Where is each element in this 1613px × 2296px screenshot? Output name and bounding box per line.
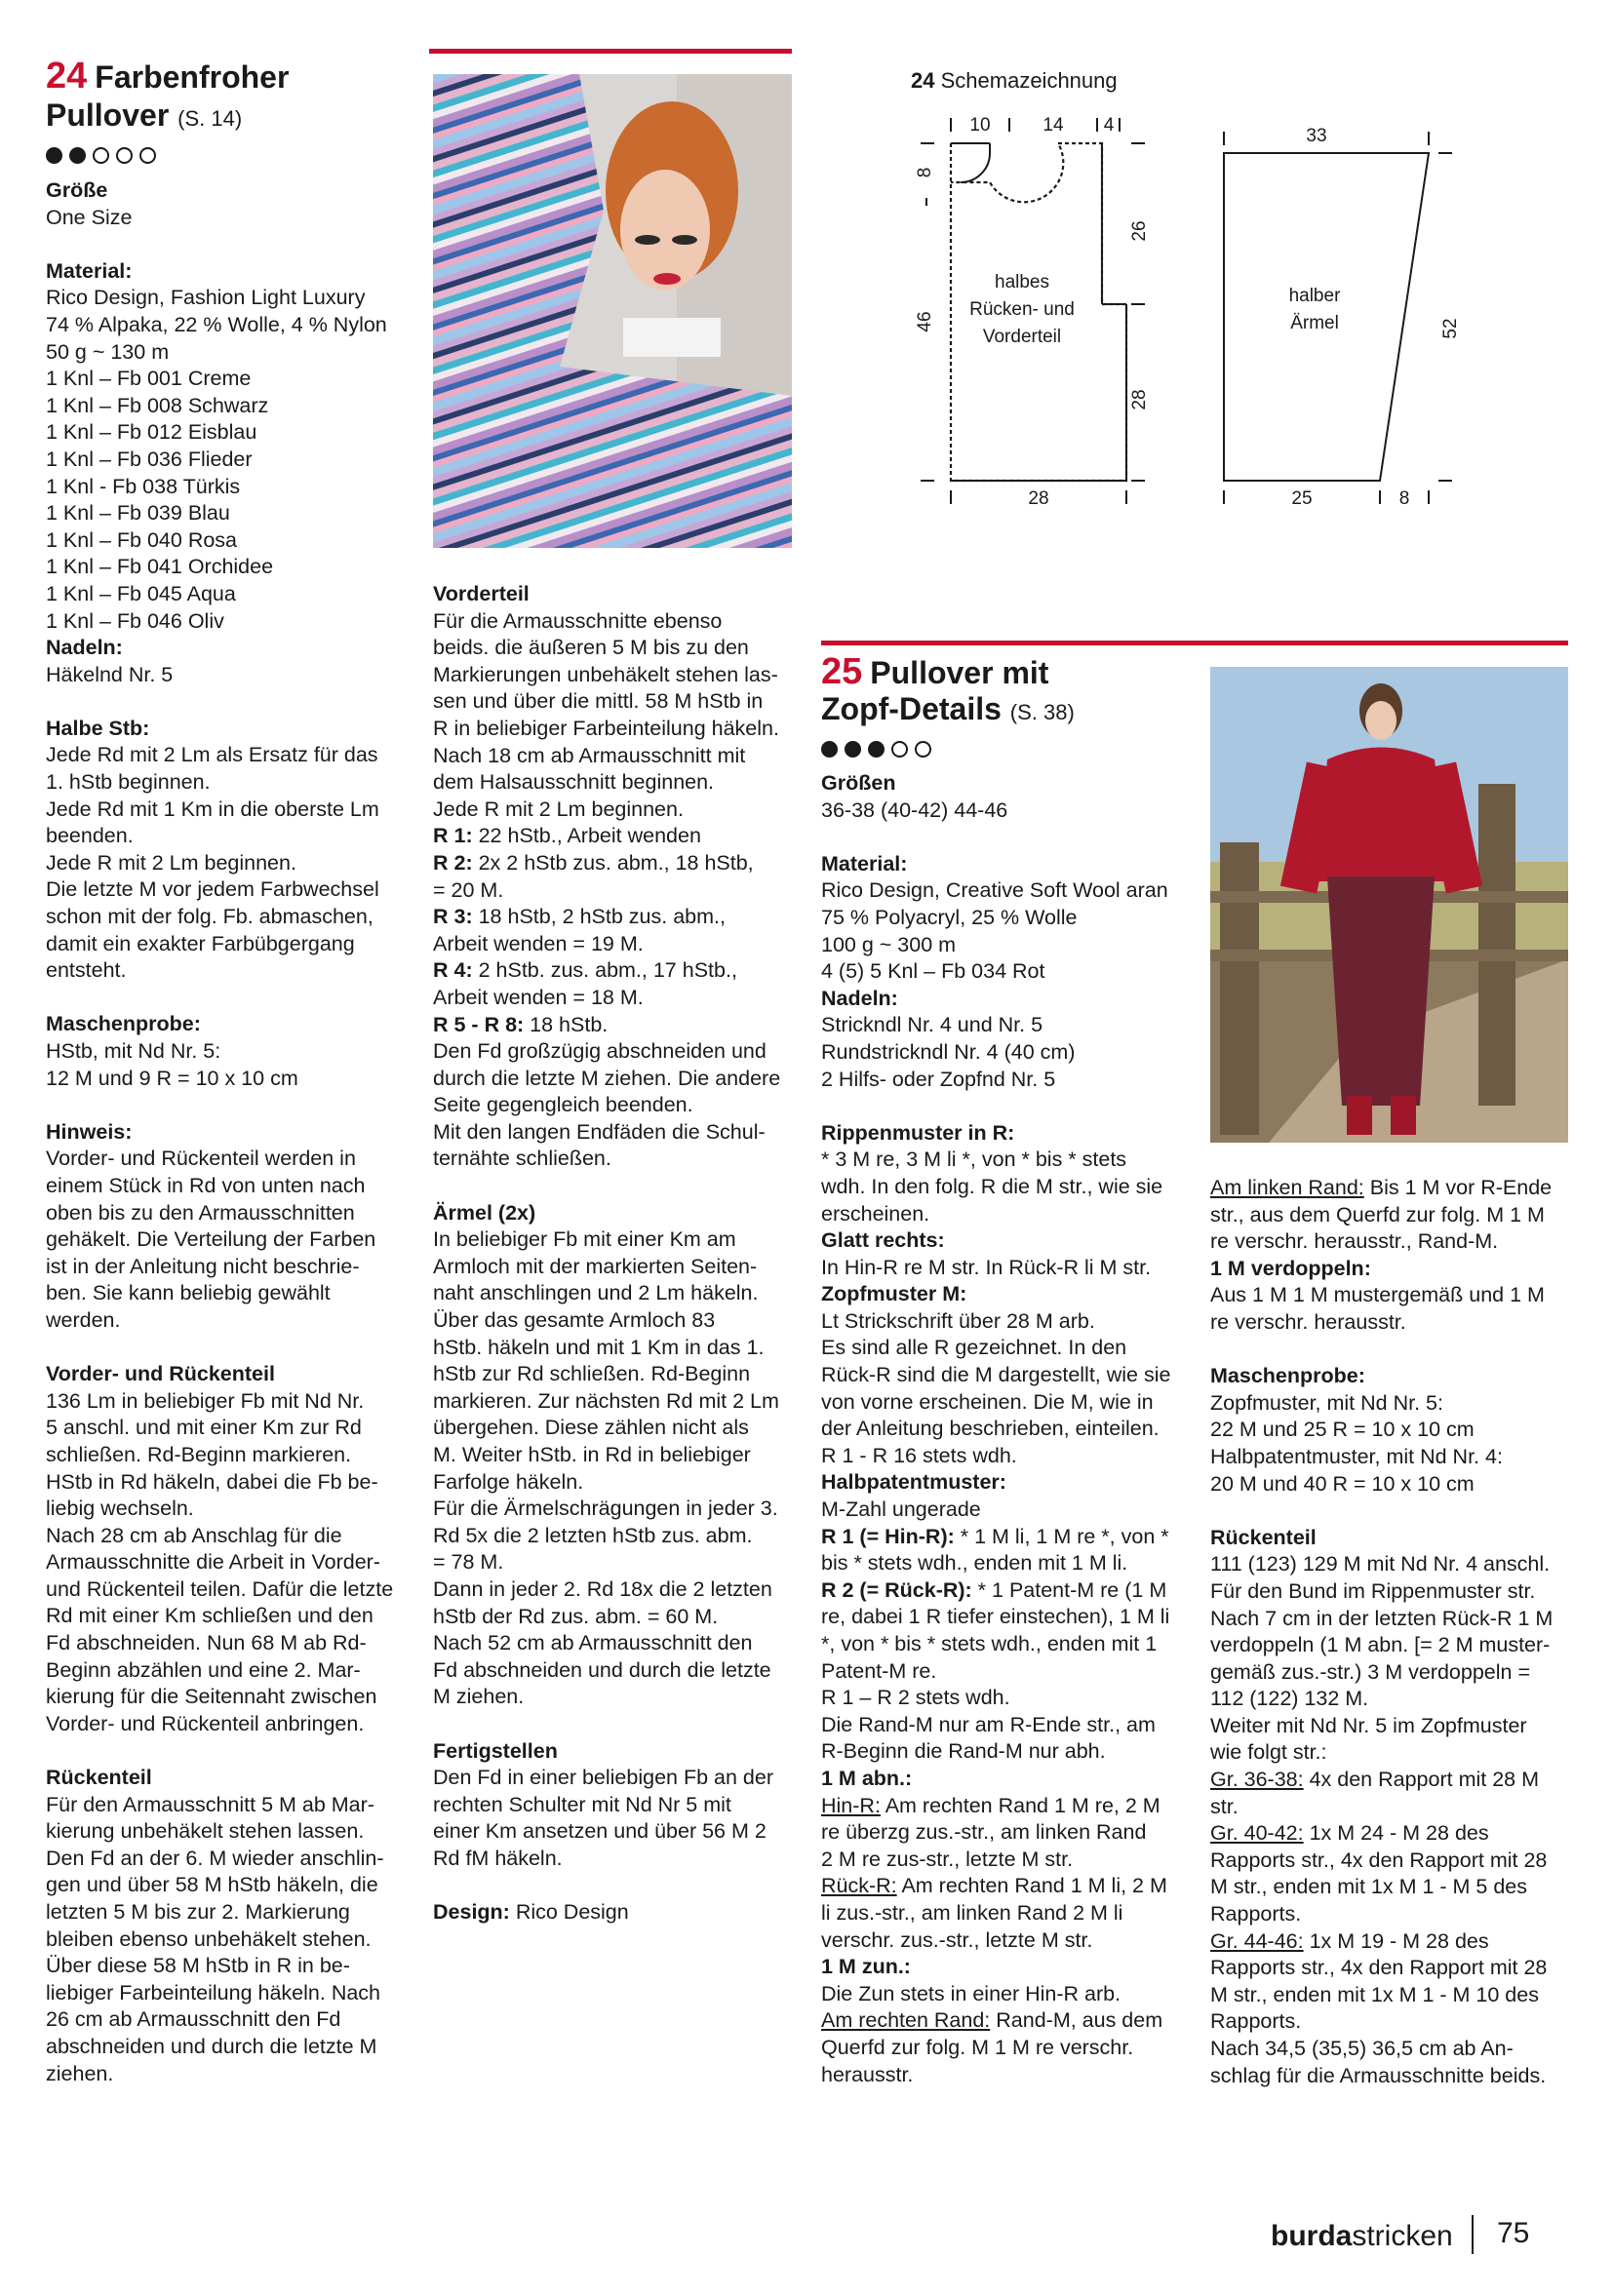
section-heading: Rippenmuster in R: (821, 1120, 1015, 1145)
text-segment: Am rechten Rand 1 M re, 2 M (880, 1793, 1161, 1817)
text-line: hStb. häkeln und mit 1 Km in das 1. (433, 1335, 765, 1359)
body-label-1: halbes (995, 272, 1049, 292)
text-line: beenden. (46, 824, 134, 848)
text-line: Lt Strickschrift über 28 M arb. (821, 1308, 1095, 1333)
section-heading: Größen (821, 771, 896, 795)
text-line: erscheinen. (821, 1201, 930, 1226)
text-line: werden. (46, 1307, 121, 1332)
text-line: Häkelnd Nr. 5 (46, 662, 174, 686)
text-line: Vorder- und Rückenteil anbringen. (46, 1711, 365, 1735)
text-line: gen und über 58 M hStb häkeln, die (46, 1873, 378, 1897)
text-line: sen und über die mittl. 58 M hStb in (433, 689, 764, 714)
text-line: Jede R mit 2 Lm beginnen. (433, 797, 684, 821)
pattern-25-title (821, 651, 1049, 692)
text-line: re verschr. herausstr. (1210, 1309, 1406, 1334)
body-label-2: Rücken- und (969, 299, 1075, 320)
label-underlined: Am rechten Rand: (821, 2008, 991, 2033)
label-bold: Design: (433, 1900, 510, 1925)
text-line: Rück-R sind die M dargestellt, wie sie (821, 1363, 1171, 1387)
text-line: 1 Knl – Fb 046 Oliv (46, 608, 224, 633)
difficulty-dot-filled (845, 741, 861, 758)
section-heading: Material: (46, 258, 133, 283)
section-heading: Zopfmuster M: (821, 1282, 967, 1306)
text-line (1210, 1820, 1581, 1848)
text-line: Halbpatentmuster, mit Nd Nr. 4: (1210, 1444, 1503, 1468)
difficulty-dot-filled (46, 147, 62, 164)
label-bold: R 1: (433, 824, 473, 848)
text-line: übergehen. Diese zählen nicht als (433, 1416, 749, 1440)
text-line: Nach 7 cm in der letzten Rück-R 1 M (1210, 1606, 1554, 1630)
text-line: wdh. In den folg. R die M str., wie sie (821, 1174, 1163, 1198)
dim-top-14: 14 (1043, 115, 1064, 136)
label-bold: R 1 (= Hin-R): (821, 1524, 955, 1548)
text-line: bis * stets wdh., enden mit 1 M li. (821, 1551, 1128, 1576)
photo-colorful-pullover-image (433, 74, 792, 548)
text-line: schließen. Rd-Beginn markieren. (46, 1442, 352, 1466)
text-line: Für die Armausschnitte ebenso (433, 608, 723, 633)
section-heading: 1 M zun.: (821, 1955, 911, 1979)
label-bold: R 2 (= Rück-R): (821, 1577, 972, 1602)
section-heading: Halbpatentmuster: (821, 1470, 1006, 1495)
pattern-24-page-ref: (S. 14) (177, 106, 243, 131)
text-line: Für den Bund im Rippenmuster str. (1210, 1578, 1536, 1603)
text-line: 1. hStb beginnen. (46, 770, 211, 795)
text-line: 1 Knl – Fb 040 Rosa (46, 527, 238, 552)
text-line: R in beliebiger Farbeinteilung häkeln. (433, 716, 779, 740)
difficulty-dot-empty (891, 741, 908, 758)
difficulty-dot-empty (116, 147, 133, 164)
text-line: Jede Rd mit 1 Km in die oberste Lm (46, 797, 379, 821)
text-line (1210, 1767, 1581, 1794)
text-line: M-Zahl ungerade (821, 1498, 981, 1522)
text-line: verschr. zus.-str., letzte M str. (821, 1927, 1093, 1952)
text-line: 1 Knl - Fb 038 Türkis (46, 474, 241, 498)
difficulty-rating-24 (46, 147, 156, 164)
text-segment: 2 hStb. zus. abm., 17 hStb., (472, 958, 737, 983)
text-line: Mit den langen Endfäden die Schul- (433, 1119, 766, 1144)
text-line: Rico Design, Fashion Light Luxury (46, 286, 366, 310)
text-segment: * 1 M li, 1 M re *, von * (954, 1524, 1169, 1548)
text-segment: Rico Design (509, 1900, 629, 1925)
text-line: Jede Rd mit 2 Lm als Ersatz für das (46, 743, 378, 767)
section-heading: Vorder- und Rückenteil (46, 1362, 275, 1386)
photo-colorful-pullover (433, 74, 792, 548)
text-line: Den Fd in einer beliebigen Fb an der (433, 1766, 773, 1790)
text-line (821, 1793, 1192, 1820)
text-line: Armausschnitte die Arbeit in Vorder- (46, 1550, 380, 1575)
text-line (821, 1577, 1192, 1605)
text-line: R-Beginn die Rand-M nur abh. (821, 1739, 1106, 1764)
text-line: *, von * bis * stets wdh., enden mit 1 (821, 1632, 1158, 1655)
schematic-diagram (907, 102, 1473, 512)
text-line: M str., enden mit 1x M 1 - M 10 des (1210, 1982, 1539, 2006)
text-line (433, 1899, 804, 1926)
text-line (433, 850, 804, 877)
dim-right-28: 28 (1129, 389, 1150, 410)
text-line: HStb, mit Nd Nr. 5: (46, 1039, 221, 1063)
text-line: Aus 1 M 1 M mustergemäß und 1 M (1210, 1283, 1545, 1307)
section-heading: Ärmel (2x) (433, 1200, 536, 1225)
text-segment: 1x M 24 - M 28 des (1303, 1821, 1489, 1846)
text-line (1210, 1928, 1581, 1956)
text-line: Rd fM häkeln. (433, 1846, 563, 1870)
text-line: 2 Hilfs- oder Zopfnd Nr. 5 (821, 1067, 1056, 1091)
text-line (821, 1524, 1192, 1551)
sleeve-label-2: Ärmel (1290, 313, 1339, 333)
text-line: Die Zun stets in einer Hin-R arb. (821, 1981, 1121, 2005)
text-line: Für die Ärmelschrägungen in jeder 3. (433, 1497, 778, 1521)
text-line: einer Km ansetzen und über 56 M 2 (433, 1819, 767, 1844)
label-underlined: Gr. 40-42: (1210, 1821, 1304, 1846)
text-line: str., aus dem Querfd zur folg. M 1 M (1210, 1202, 1545, 1226)
text-line: hStb der Rd zus. abm. = 60 M. (433, 1604, 719, 1628)
pattern-25-title-2 (821, 691, 1075, 730)
spacer (821, 824, 1192, 851)
text-line: schon mit der folg. Fb. abmaschen, (46, 905, 374, 929)
pattern-24-title-2 (46, 97, 242, 136)
text-line: Armloch mit der markierten Seiten- (433, 1254, 758, 1278)
text-line: Strickndl Nr. 4 und Nr. 5 (821, 1013, 1043, 1037)
text-line: Rapports str., 4x den Rapport mit 28 (1210, 1848, 1548, 1872)
neckline (961, 143, 990, 182)
footer-brand-light: stricken (1352, 2220, 1453, 2252)
text-line: Fd abschneiden. Nun 68 M ab Rd- (46, 1631, 367, 1655)
text-line: Seite gegengleich beenden. (433, 1093, 693, 1117)
text-line: Vorder- und Rückenteil werden in (46, 1147, 356, 1171)
pattern-25-number: 25 (821, 651, 863, 692)
difficulty-dot-empty (139, 147, 156, 164)
text-line: ist in der Anleitung nicht beschrie- (46, 1254, 360, 1278)
text-line: Arbeit wenden = 19 M. (433, 931, 644, 955)
text-line: bleiben ebenso unbehäkelt stehen. (46, 1926, 372, 1951)
text-line: Rico Design, Creative Soft Wool aran (821, 878, 1168, 903)
text-line: Dann in jeder 2. Rd 18x die 2 letzten (433, 1576, 772, 1601)
text-line: dem Halsausschnitt beginnen. (433, 770, 715, 795)
text-line: 50 g ~ 130 m (46, 339, 170, 364)
section-heading: Nadeln: (46, 636, 123, 660)
dim-sleeve-bottom-8: 8 (1398, 488, 1410, 509)
text-line: gemäß zus.-str.) 3 M verdoppeln = (1210, 1659, 1531, 1684)
dim-left-8: 8 (915, 167, 935, 178)
text-line: Rapports. (1210, 1902, 1302, 1926)
text-line: M ziehen. (433, 1685, 525, 1709)
label-underlined: Gr. 36-38: (1210, 1768, 1304, 1792)
text-line: Nach 52 cm ab Armausschnitt den (433, 1631, 753, 1655)
text-line: Zopfmuster, mit Nd Nr. 5: (1210, 1390, 1443, 1415)
text-line: gehäkelt. Die Verteilung der Farben (46, 1227, 376, 1252)
schema-label (911, 68, 1118, 94)
text-line: markieren. Zur nächsten Rd mit 2 Lm (433, 1388, 779, 1413)
column-2 (433, 581, 804, 1926)
text-line: 111 (123) 129 M mit Nd Nr. 4 anschl. (1210, 1552, 1551, 1576)
text-line: re, dabei 1 R tiefer einstechen), 1 M li (821, 1605, 1170, 1629)
text-line: R 1 - R 16 stets wdh. (821, 1443, 1017, 1467)
body-label-3: Vorderteil (982, 327, 1062, 347)
footer-brand-bold: burda (1271, 2220, 1353, 2252)
text-segment: Bis 1 M vor R-Ende (1363, 1176, 1553, 1199)
body-piece (951, 143, 1126, 481)
pattern-24-title-line2: Pullover (46, 97, 170, 133)
pattern-25-title-line1: Pullover mit (870, 655, 1049, 690)
text-line: einem Stück in Rd von unten nach (46, 1173, 366, 1197)
text-line: verdoppeln (1 M abn. [= 2 M muster- (1210, 1633, 1551, 1657)
text-line: Rapports str., 4x den Rapport mit 28 (1210, 1956, 1548, 1980)
spacer (433, 1711, 804, 1738)
text-line: * 3 M re, 3 M li *, von * bis * stets (821, 1148, 1127, 1172)
text-line: 1 Knl – Fb 041 Orchidee (46, 555, 274, 579)
sleeve-label-1: halber (1288, 286, 1341, 306)
spacer (1210, 1498, 1581, 1525)
text-line: Farfolge häkeln. (433, 1469, 584, 1494)
text-segment: 22 hStb., Arbeit wenden (472, 824, 701, 848)
label-bold: R 3: (433, 905, 473, 929)
text-line: Querfd zur folg. M 1 M re verschr. (821, 2035, 1134, 2059)
text-line: schlag für die Armausschnitte beids. (1210, 2063, 1547, 2087)
footer-divider (1472, 2215, 1474, 2254)
text-line: 26 cm ab Armausschnitt den Fd (46, 2007, 341, 2032)
text-line: Die letzte M vor jedem Farbwechsel (46, 877, 379, 902)
text-line: 2 M re zus-str., letzte M str. (821, 1847, 1074, 1871)
text-line: Für den Armausschnitt 5 M ab Mar- (46, 1792, 374, 1816)
text-line: Weiter mit Nd Nr. 5 im Zopfmuster (1210, 1713, 1527, 1737)
text-line: 1 Knl – Fb 008 Schwarz (46, 393, 269, 417)
spacer (46, 231, 436, 258)
text-line: naht anschlingen und 2 Lm häkeln. (433, 1281, 759, 1305)
difficulty-dot-filled (868, 741, 885, 758)
text-line: Rapports. (1210, 2009, 1302, 2034)
dim-sleeve-right-52: 52 (1440, 318, 1461, 339)
text-line: re verschr. herausstr., Rand-M. (1210, 1229, 1499, 1254)
text-line: abschneiden und durch die letzte M (46, 2034, 377, 2058)
text-line: 75 % Polyacryl, 25 % Wolle (821, 905, 1078, 929)
text-line: damit ein exakter Farbübgergang (46, 931, 355, 955)
text-line: 20 M und 40 R = 10 x 10 cm (1210, 1471, 1475, 1496)
column-1 (46, 177, 436, 2087)
text-segment: Am rechten Rand 1 M li, 2 M (896, 1874, 1167, 1898)
text-segment: Rand-M, aus dem (990, 2008, 1163, 2033)
difficulty-dot-empty (915, 741, 931, 758)
text-line: Patent-M re. (821, 1658, 937, 1683)
schema-title: Schemazeichnung (940, 68, 1118, 93)
text-line: 1 Knl – Fb 001 Creme (46, 367, 252, 391)
text-line: Nach 28 cm ab Anschlag für die (46, 1523, 342, 1547)
text-line: rechten Schulter mit Nd Nr 5 mit (433, 1792, 731, 1816)
page-number: 75 (1497, 2217, 1530, 2249)
section-heading: Maschenprobe: (1210, 1364, 1365, 1388)
text-line: ternähte schließen. (433, 1147, 611, 1171)
text-line (1210, 1175, 1581, 1202)
spacer (433, 1873, 804, 1900)
dim-top-4: 4 (1103, 115, 1115, 136)
text-line: und Rückenteil teilen. Dafür die letzte (46, 1576, 394, 1601)
text-line: M. Weiter hStb. in Rd in beliebiger (433, 1443, 751, 1466)
text-segment: 18 hStb. (524, 1012, 609, 1036)
text-segment: 18 hStb, 2 hStb zus. abm., (472, 905, 726, 929)
spacer (46, 1092, 436, 1119)
pattern-25-title-line2: Zopf-Details (821, 691, 1002, 726)
section-heading: Maschenprobe: (46, 1012, 201, 1036)
text-line: Den Fd großzügig abschneiden und (433, 1039, 767, 1064)
section-heading: Rückenteil (1210, 1525, 1317, 1549)
text-line: Jede R mit 2 Lm beginnen. (46, 850, 296, 875)
text-line: Rd 5x die 2 letzten hStb zus. abm. (433, 1523, 753, 1547)
column-4 (1210, 1175, 1581, 2089)
spacer (46, 688, 436, 716)
text-line: entsteht. (46, 958, 127, 983)
difficulty-dot-filled (69, 147, 86, 164)
text-line: Fd abschneiden und durch die letzte (433, 1657, 771, 1682)
text-line: 1 Knl – Fb 036 Flieder (46, 447, 253, 471)
label-underlined: Rück-R: (821, 1874, 897, 1898)
difficulty-dot-filled (821, 741, 838, 758)
accent-bar-24 (429, 49, 792, 54)
text-line: ziehen. (46, 2061, 114, 2085)
text-line: Beginn abzählen und eine 2. Mar- (46, 1657, 361, 1682)
section-heading: Hinweis: (46, 1119, 133, 1144)
spacer (46, 1335, 436, 1362)
section-heading: Rückenteil (46, 1766, 152, 1790)
photo-red-cable-pullover (1210, 667, 1568, 1143)
spacer (46, 985, 436, 1012)
text-line: Den Fd an der 6. M wieder anschlin- (46, 1846, 384, 1870)
text-line: 136 Lm in beliebiger Fb mit Nd Nr. (46, 1388, 365, 1413)
text-line: liebiger Farbeinteilung häkeln. Nach (46, 1980, 381, 2004)
text-line: 74 % Alpaka, 22 % Wolle, 4 % Nylon (46, 312, 387, 336)
text-line: HStb in Rd häkeln, dabei die Fb be- (46, 1469, 378, 1494)
text-line: In Hin-R re M str. In Rück-R li M str. (821, 1255, 1152, 1279)
text-line: Die Rand-M nur am R-Ende str., am (821, 1712, 1156, 1736)
text-line: 1 Knl – Fb 045 Aqua (46, 581, 236, 605)
text-line: herausstr. (821, 2062, 914, 2086)
photo-red-cable-pullover-image (1210, 667, 1568, 1143)
text-line: re überzg zus.-str., am linken Rand (821, 1820, 1147, 1845)
text-line: 4 (5) 5 Knl – Fb 034 Rot (821, 959, 1045, 984)
dim-sleeve-bottom-25: 25 (1291, 488, 1313, 509)
text-line (433, 1012, 804, 1039)
spacer (46, 1737, 436, 1765)
text-line (433, 957, 804, 985)
label-bold: R 5 - R 8: (433, 1012, 525, 1036)
pattern-24-number: 24 (46, 56, 88, 97)
label-bold: R 4: (433, 958, 473, 983)
text-line: 22 M und 25 R = 10 x 10 cm (1210, 1418, 1475, 1442)
pattern-25-page-ref: (S. 38) (1009, 700, 1075, 724)
label-underlined: Hin-R: (821, 1793, 881, 1817)
label-underlined: Gr. 44-46: (1210, 1928, 1304, 1953)
section-heading: Glatt rechts: (821, 1228, 945, 1253)
section-heading: 1 M verdoppeln: (1210, 1256, 1371, 1280)
text-line: = 20 M. (433, 877, 504, 902)
text-line: Arbeit wenden = 18 M. (433, 985, 644, 1009)
spacer (433, 1173, 804, 1200)
text-line: Es sind alle R gezeichnet. In den (821, 1336, 1127, 1360)
dim-sleeve-top-33: 33 (1306, 126, 1327, 146)
section-heading: Vorderteil (433, 582, 530, 605)
text-line: str. (1210, 1794, 1239, 1818)
text-line: der Anleitung beschrieben, einteilen. (821, 1417, 1160, 1441)
section-heading: Fertigstellen (433, 1738, 558, 1763)
text-line: One Size (46, 205, 133, 229)
difficulty-rating-25 (821, 741, 931, 758)
sleeve-piece (1224, 153, 1429, 481)
text-line (821, 2007, 1192, 2035)
text-line: durch die letzte M ziehen. Die andere (433, 1066, 781, 1090)
text-line: kierung für die Seitennaht zwischen (46, 1685, 377, 1709)
difficulty-dot-empty (93, 147, 109, 164)
text-line: 36-38 (40-42) 44-46 (821, 798, 1008, 822)
schema-number: 24 (911, 68, 935, 93)
text-line: 5 anschl. und mit einer Km zur Rd (46, 1416, 362, 1440)
text-line: oben bis zu den Armausschnitten (46, 1200, 355, 1225)
section-heading: Material: (821, 851, 908, 876)
text-line: 1 Knl – Fb 012 Eisblau (46, 420, 257, 445)
text-line (433, 904, 804, 931)
text-segment: * 1 Patent-M re (1 M (971, 1577, 1167, 1602)
text-line: ben. Sie kann beliebig gewählt (46, 1281, 331, 1305)
text-line: Über diese 58 M hStb in R in be- (46, 1954, 350, 1978)
dim-bottom-28: 28 (1028, 488, 1049, 509)
section-heading: 1 M abn.: (821, 1766, 913, 1790)
text-line: In beliebiger Fb mit einer Km am (433, 1227, 736, 1252)
text-segment: 4x den Rapport mit 28 M (1303, 1768, 1540, 1792)
text-line: Markierungen unbehäkelt stehen las- (433, 662, 778, 686)
pattern-24-title (46, 58, 289, 96)
text-line: Rd mit einer Km schließen und den (46, 1604, 374, 1628)
text-line: 1 Knl – Fb 039 Blau (46, 501, 230, 525)
dim-left-46: 46 (915, 311, 935, 332)
text-line: letzten 5 M bis zur 2. Markierung (46, 1900, 350, 1924)
text-line: Nach 18 cm ab Armausschnitt mit (433, 743, 746, 767)
accent-bar-25 (821, 641, 1568, 645)
text-line: hStb zur Rd schließen. Rd-Beginn (433, 1362, 751, 1386)
text-line: wie folgt str.: (1210, 1740, 1327, 1765)
right-dimension-ticks (1131, 143, 1145, 481)
text-line: = 78 M. (433, 1550, 504, 1575)
text-line: von vorne erscheinen. Die M, wie in (821, 1389, 1154, 1414)
text-segment: 2x 2 hStb zus. abm., 18 hStb, (472, 850, 754, 875)
text-line: 12 M und 9 R = 10 x 10 cm (46, 1066, 298, 1090)
spacer (1210, 1337, 1581, 1364)
text-line (433, 823, 804, 850)
column-3 (821, 770, 1192, 2088)
text-line: M str., enden mit 1x M 1 - M 5 des (1210, 1875, 1527, 1899)
section-heading: Halbe Stb: (46, 716, 150, 740)
section-heading: Größe (46, 178, 108, 202)
text-line (821, 1873, 1192, 1900)
text-line: kierung unbehäkelt stehen lassen. (46, 1819, 365, 1844)
text-line: beids. die äußeren 5 M bis zu den (433, 636, 749, 660)
text-line: li zus.-str., am linken Rand 2 M li (821, 1900, 1123, 1925)
text-line: 100 g ~ 300 m (821, 932, 957, 956)
footer-brand (1271, 2220, 1453, 2253)
dim-top-10: 10 (969, 115, 991, 136)
pattern-24-title-line1: Farbenfroher (95, 59, 290, 95)
label-bold: R 2: (433, 850, 473, 875)
text-line: 112 (122) 132 M. (1210, 1687, 1369, 1711)
spacer (821, 1093, 1192, 1120)
section-heading: Nadeln: (821, 986, 898, 1010)
label-underlined: Am linken Rand: (1210, 1176, 1364, 1199)
dim-right-26: 26 (1129, 220, 1150, 242)
text-line: Rundstrickndl Nr. 4 (40 cm) (821, 1039, 1076, 1064)
text-line: liebig wechseln. (46, 1497, 194, 1521)
text-line: Nach 34,5 (35,5) 36,5 cm ab An- (1210, 2037, 1514, 2060)
text-line: R 1 – R 2 stets wdh. (821, 1686, 1010, 1710)
text-segment: 1x M 19 - M 28 des (1303, 1928, 1489, 1953)
text-line: Über das gesamte Armloch 83 (433, 1308, 716, 1333)
